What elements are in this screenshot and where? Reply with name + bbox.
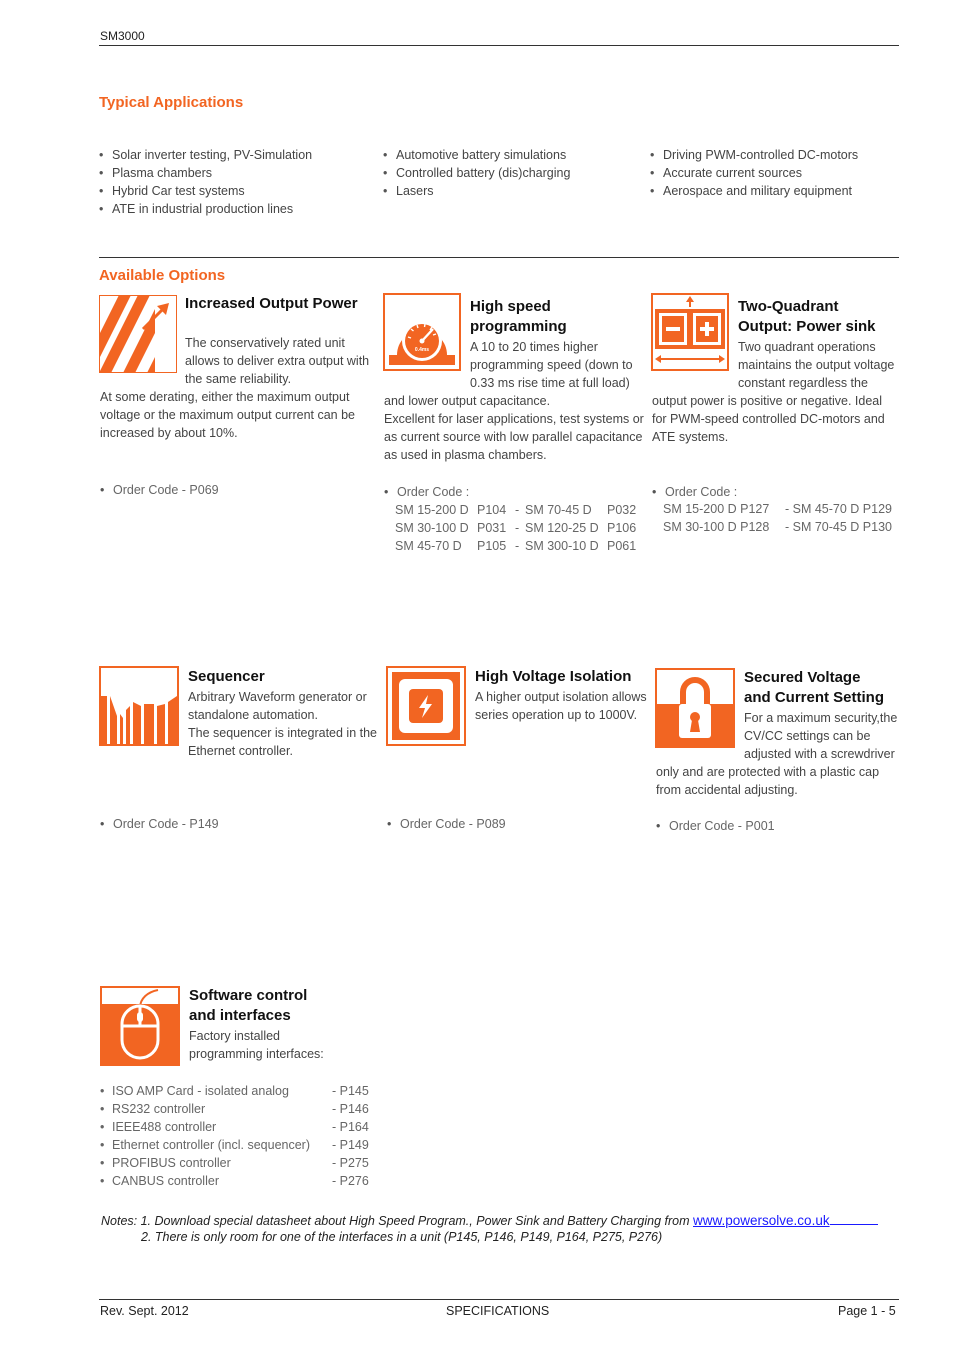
table-cell: - bbox=[515, 503, 520, 517]
secured-text-2: only and are protected with a plastic cap from accidental adjusting. bbox=[656, 765, 880, 797]
secured-order bbox=[656, 817, 775, 835]
list-item: • RS232 controller - P146 bbox=[100, 1102, 369, 1116]
software-text: Factory installed programming interfaces: bbox=[189, 1029, 324, 1061]
table-cell: SM 30-100 D P128 bbox=[663, 520, 770, 534]
note-1-text: Notes: 1. Download special datasheet about High Speed Program., Power Sink and Battery Charging from bbox=[101, 1214, 690, 1228]
two-quadrant-order bbox=[652, 483, 737, 501]
list-item: • Controlled battery (dis)charging bbox=[383, 164, 570, 182]
interface-code: - P276 bbox=[332, 1174, 369, 1188]
footer-revision: Rev. Sept. 2012 bbox=[100, 1304, 189, 1318]
page-number: Page 1 - 5 bbox=[838, 1304, 896, 1318]
typical-list-col2 bbox=[383, 146, 570, 200]
gauge-label: 0.4ms bbox=[414, 347, 430, 353]
interface-code: - P275 bbox=[332, 1156, 369, 1170]
available-options-title: Available Options bbox=[99, 267, 226, 284]
table-cell: P106 bbox=[607, 521, 637, 535]
secured-title-line1: Secured Voltage bbox=[744, 669, 861, 686]
interface-code: - P164 bbox=[332, 1120, 369, 1134]
table-cell: P032 bbox=[607, 503, 637, 517]
list-item: • Ethernet controller (incl. sequencer) - P149 bbox=[100, 1138, 369, 1152]
powersolve-link[interactable]: www.powersolve.co.uk bbox=[693, 1213, 830, 1228]
table-row bbox=[663, 518, 896, 536]
table-cell: SM 70-45 D bbox=[525, 503, 592, 517]
list-item: • Hybrid Car test systems bbox=[99, 182, 312, 200]
secured-title-line2: and Current Setting bbox=[744, 689, 885, 706]
hv-isolation-title: High Voltage Isolation bbox=[475, 668, 632, 685]
table-row bbox=[395, 537, 640, 555]
increased-output-power-icon bbox=[99, 295, 177, 373]
table-cell: SM 45-70 D bbox=[395, 539, 462, 553]
list-item: • Plasma chambers bbox=[99, 164, 312, 182]
high-speed-text: A 10 to 20 times higher programming speed (down to 0.33 ms rise time at full load) bbox=[470, 340, 633, 390]
hv-isolation-order bbox=[387, 815, 506, 833]
table-cell: - bbox=[515, 539, 520, 553]
interface-name: IEEE488 controller bbox=[112, 1120, 217, 1134]
document-code: SM3000 bbox=[100, 29, 145, 43]
table-row bbox=[395, 501, 640, 519]
secured-text: For a maximum security,the CV/CC settings can be adjusted with a screwdriver bbox=[744, 711, 898, 761]
list-item: • Driving PWM-controlled DC-motors bbox=[650, 146, 858, 164]
high-speed-order bbox=[384, 483, 469, 501]
table-cell: P061 bbox=[607, 539, 637, 553]
software-title-line1: Software control bbox=[189, 987, 308, 1004]
list-item: • Automotive battery simulations bbox=[383, 146, 570, 164]
note-2-text: 2. There is only room for one of the interfaces in a unit (P145, P146, P149, P164, P275, P276) bbox=[141, 1230, 663, 1244]
interface-code: - P145 bbox=[332, 1084, 369, 1098]
order-code: • Order Code - P149 bbox=[100, 815, 219, 833]
sequencer-waveform-icon bbox=[99, 666, 179, 746]
increased-output-power-order bbox=[100, 481, 219, 499]
typical-list-col3 bbox=[650, 146, 858, 200]
table-cell: SM 15-200 D P127 bbox=[663, 502, 770, 516]
table-cell: SM 15-200 D bbox=[395, 503, 469, 517]
list-item: • IEEE488 controller - P164 bbox=[100, 1120, 369, 1134]
secured-title bbox=[744, 668, 884, 708]
sequencer-order bbox=[100, 815, 219, 833]
interface-code: - P149 bbox=[332, 1138, 369, 1152]
increased-output-power-text: The conservatively rated unit allows to deliver extra output with the same reliability. bbox=[185, 336, 370, 386]
increased-output-power-title: Increased Output Power bbox=[185, 295, 358, 312]
order-code: • Order Code - P069 bbox=[100, 481, 219, 499]
lock-icon bbox=[655, 668, 735, 748]
speedometer-icon bbox=[383, 293, 461, 371]
table-row bbox=[663, 500, 896, 518]
two-quadrant-title-line2: Output: Power sink bbox=[738, 318, 876, 335]
table-cell: P104 bbox=[477, 503, 507, 517]
interface-name: Ethernet controller (incl. sequencer) bbox=[112, 1138, 311, 1152]
table-cell: P031 bbox=[477, 521, 507, 535]
high-speed-text-2: and lower output capacitance. bbox=[384, 394, 551, 408]
high-speed-code-table bbox=[395, 501, 640, 555]
table-cell: - bbox=[515, 521, 520, 535]
order-code: • Order Code - P001 bbox=[656, 817, 775, 835]
interface-name: PROFIBUS controller bbox=[112, 1156, 231, 1170]
list-item: • PROFIBUS controller - P275 bbox=[100, 1156, 369, 1170]
interface-code: - P146 bbox=[332, 1102, 369, 1116]
order-code: • Order Code - P089 bbox=[387, 815, 506, 833]
high-speed-title-line2: programming bbox=[470, 318, 567, 335]
typical-applications-title: Typical Applications bbox=[99, 94, 244, 111]
table-cell: SM 300-10 D bbox=[525, 539, 599, 553]
list-item: • CANBUS controller - P276 bbox=[100, 1174, 369, 1188]
computer-mouse-icon bbox=[100, 986, 180, 1066]
table-row bbox=[395, 519, 640, 537]
interface-name: CANBUS controller bbox=[112, 1174, 219, 1188]
hv-isolation-text: A higher output isolation allows series operation up to 1000V. bbox=[475, 690, 647, 722]
increased-output-power-text-2: At some derating, either the maximum output voltage or the maximum output current can be increased by about 10%. bbox=[100, 390, 355, 440]
list-item: • Aerospace and military equipment bbox=[650, 182, 858, 200]
list-item: • Accurate current sources bbox=[650, 164, 858, 182]
interface-name: ISO AMP Card - isolated analog bbox=[112, 1084, 289, 1098]
two-quadrant-text-2: output power is positive or negative. Ideal for PWM-speed controlled DC-motors and ATE systems. bbox=[652, 394, 885, 444]
high-voltage-icon bbox=[386, 666, 466, 746]
software-title-line2: and interfaces bbox=[189, 1007, 291, 1024]
notes-line-1 bbox=[101, 1212, 911, 1230]
table-cell: SM 120-25 D bbox=[525, 521, 599, 535]
interface-list bbox=[100, 1082, 369, 1190]
section-divider bbox=[99, 257, 899, 258]
list-item: • Lasers bbox=[383, 182, 570, 200]
table-cell: SM 30-100 D bbox=[395, 521, 469, 535]
list-item: • ISO AMP Card - isolated analog - P145 bbox=[100, 1084, 369, 1098]
table-cell: - SM 70-45 D P130 bbox=[785, 520, 892, 534]
high-speed-title bbox=[470, 297, 567, 337]
two-quadrant-title bbox=[738, 297, 876, 337]
sequencer-title: Sequencer bbox=[188, 668, 265, 685]
high-speed-text-3: Excellent for laser applications, test systems or as current source with low parallel capacitance as used in plasma chambers. bbox=[384, 412, 644, 462]
typical-list-col1 bbox=[99, 146, 312, 218]
table-cell: - SM 45-70 D P129 bbox=[785, 502, 892, 516]
header-rule bbox=[99, 45, 899, 46]
table-cell: P105 bbox=[477, 539, 507, 553]
interface-name: RS232 controller bbox=[112, 1102, 206, 1116]
two-quadrant-title-line1: Two-Quadrant bbox=[738, 298, 839, 315]
sequencer-text-2: The sequencer is integrated in the Ethernet controller. bbox=[188, 726, 378, 758]
sequencer-text: Arbitrary Waveform generator or standalone automation. bbox=[188, 690, 367, 722]
list-item: • Solar inverter testing, PV-Simulation bbox=[99, 146, 312, 164]
two-quadrant-text: Two quadrant operations maintains the output voltage constant regardless the bbox=[738, 340, 895, 390]
power-sink-icon bbox=[651, 293, 729, 371]
list-item: • ATE in industrial production lines bbox=[99, 200, 312, 218]
order-code-label: • Order Code : bbox=[384, 483, 469, 501]
two-quadrant-code-table bbox=[663, 500, 896, 536]
order-code-label: • Order Code : bbox=[652, 483, 737, 501]
footer-rule bbox=[99, 1299, 899, 1300]
software-title bbox=[189, 986, 307, 1026]
footer-title: SPECIFICATIONS bbox=[446, 1304, 550, 1318]
high-speed-title-line1: High speed bbox=[470, 298, 551, 315]
